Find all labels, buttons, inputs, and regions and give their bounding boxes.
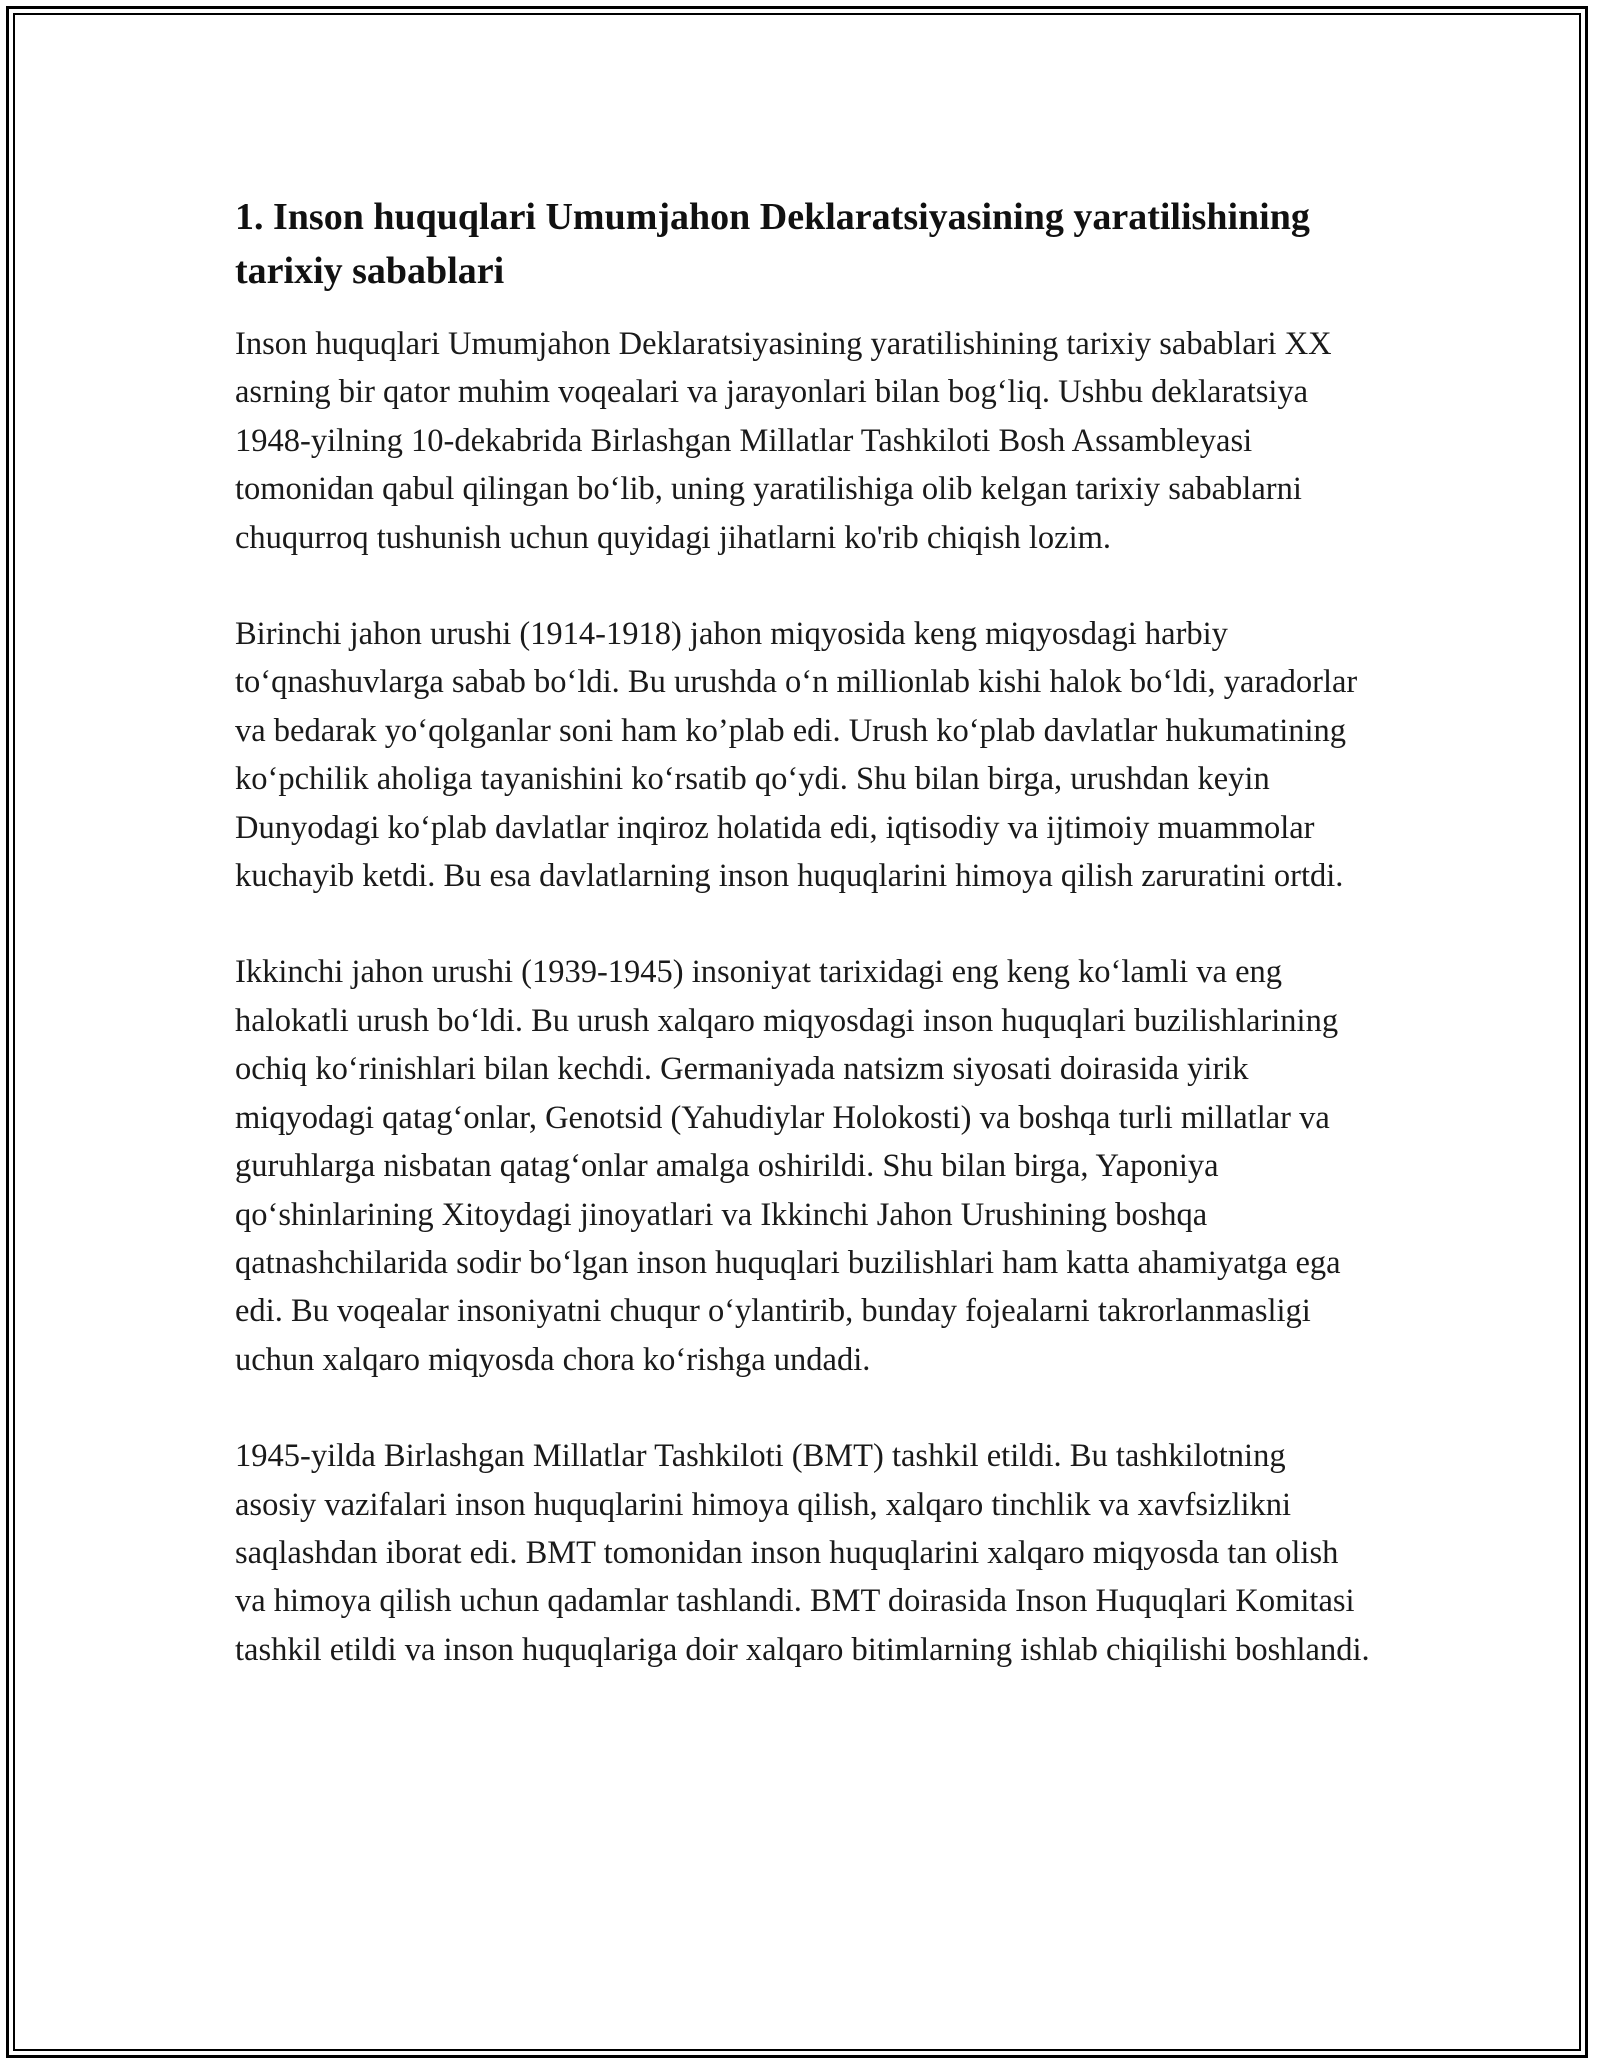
paragraph-world-war-two: Ikkinchi jahon urushi (1939-1945) insoniyat tarixidagi eng keng ko‘lamli va eng halokatli urush bo‘ldi. Bu urush xalqaro miqyosdagi inson huquqlari buzilishlarining ochiq ko‘rinishlari bilan kechdi. Germaniyada natsizm siyosati doirasida yirik miqyodagi qatag‘onlar, Genotsid (Yahudiylar Holokosti) va boshqa turli millatlar va guruhlarga nisbatan qatag‘onlar amalga oshirildi. Shu bilan birga, Yaponiya qo‘shinlarining Xitoydagi jinoyatlari va Ikkinchi Jahon Urushining boshqa qatnashchilarida sodir bo‘lgan inson huquqlari buzilishlari ham katta ahamiyatga ega edi. Bu voqealar insoniyatni chuqur o‘ylantirib, bunday fojealarni takrorlanmasligi uchun xalqaro miqyosda chora ko‘rishga undadi. <box>235 954 1341 1378</box>
paragraph-intro: Inson huquqlari Umumjahon Deklaratsiyasining yaratilishining tarixiy sabablari XX asrning bir qator muhim voqealari va jarayonlari bilan bog‘liq. Ushbu deklaratsiya 1948-yilning 10-dekabrida Birlashgan Millatlar Tashkiloti Bosh Assambleyasi tomonidan qabul qilingan bo‘lib, uning yaratilishiga olib kelgan tarixiy sabablarni chuqurroq tushunish uchun quyidagi jihatlarni ko'rib chiqish lozim. <box>235 326 1332 556</box>
paragraph-united-nations: 1945-yilda Birlashgan Millatlar Tashkiloti (BMT) tashkil etildi. Bu tashkilotning asosiy vazifalari inson huquqlarini himoya qilish, xalqaro tinchlik va xavfsizlikni saqlashdan iborat edi. BMT tomonidan inson huquqlarini xalqaro miqyosda tan olish va himoya qilish uchun qadamlar tashlandi. BMT doirasida Inson Huquqlari Komitasi tashkil etildi va inson huquqlariga doir xalqaro bitimlarning ishlab chiqilishi boshlandi. <box>235 1438 1370 1668</box>
paragraph-world-war-one: Birinchi jahon urushi (1914-1918) jahon miqyosida keng miqyosdagi harbiy to‘qnashuvlarga sabab bo‘ldi. Bu urushda o‘n millionlab kishi halok bo‘ldi, yaradorlar va bedarak yo‘qolganlar soni ham ko’plab edi. Urush ko‘plab davlatlar hukumatining ko‘pchilik aholiga tayanishini ko‘rsatib qo‘ydi. Shu bilan birga, urushdan keyin Dunyodagi ko‘plab davlatlar inqiroz holatida edi, iqtisodiy va ijtimoiy muammolar kuchayib ketdi. Bu esa davlatlarning inson huquqlarini himoya qilish zaruratini ortdi. <box>235 616 1358 895</box>
document-body <box>235 190 1370 1722</box>
section-heading: 1. Inson huquqlari Umumjahon Deklaratsiyasining yaratilishining tarixiy sabablari <box>235 196 1310 292</box>
